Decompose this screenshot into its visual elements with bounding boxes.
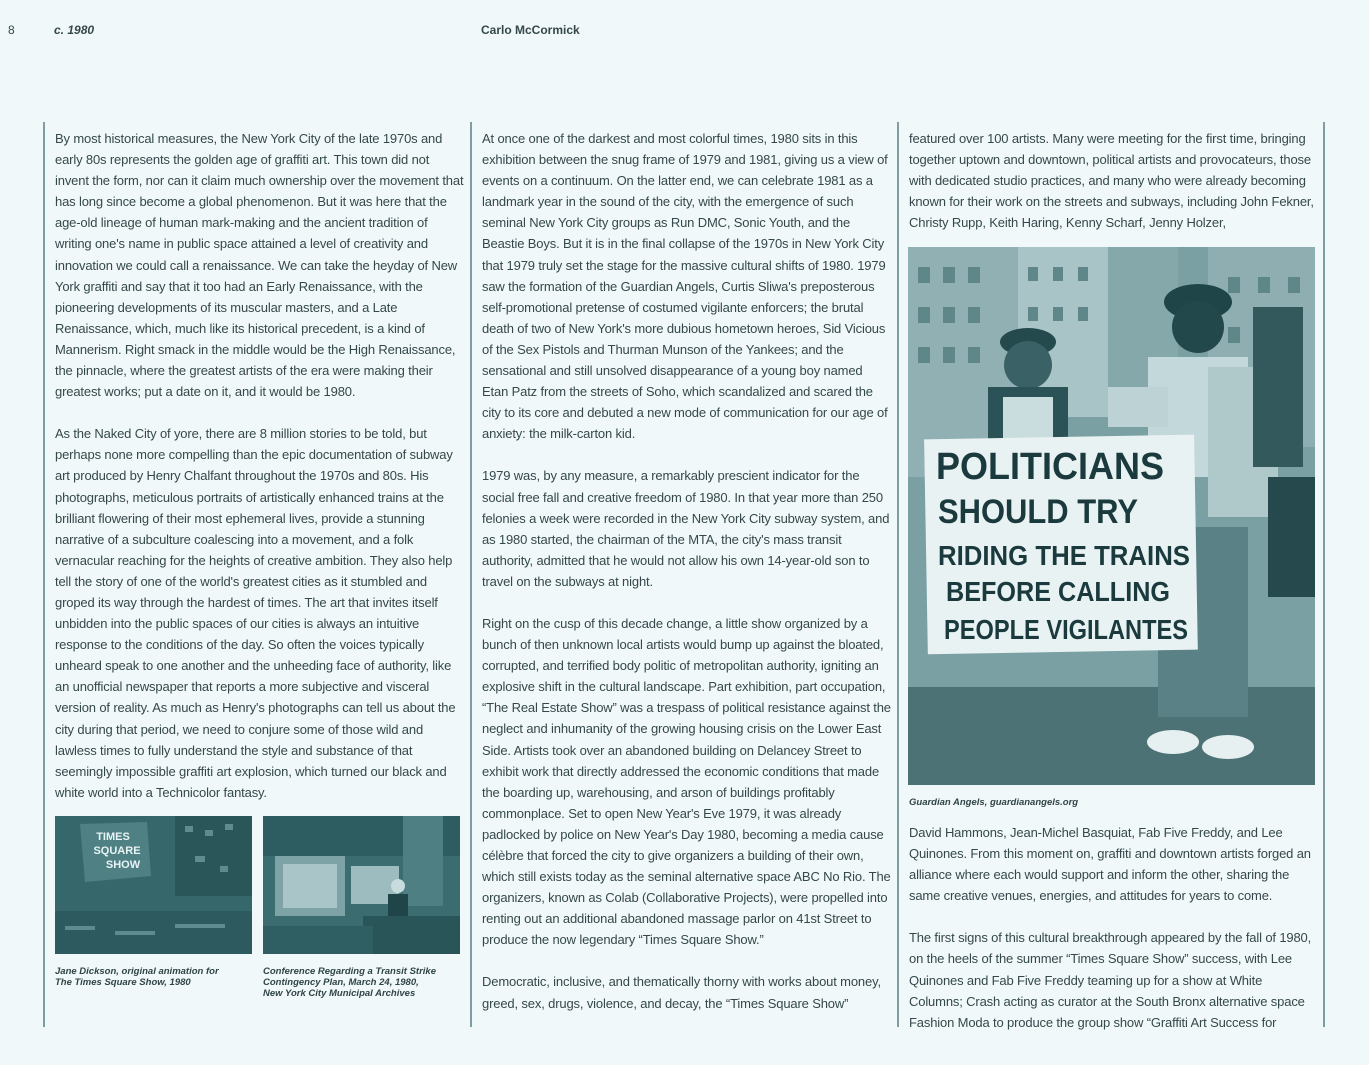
sign-text-line: SHOULD TRY xyxy=(938,493,1139,531)
column-rule xyxy=(43,122,45,1027)
conference-photo xyxy=(263,816,460,954)
sign-text-line: PEOPLE VIGILANTES xyxy=(944,614,1188,645)
times-square-show-photo xyxy=(55,816,252,954)
sign-text-line: SHOW xyxy=(105,859,141,871)
text-column-1 xyxy=(55,128,465,824)
column-rule xyxy=(470,122,472,1027)
sign-text-line: TIMES xyxy=(96,831,130,843)
column-rule xyxy=(1323,122,1325,1027)
sign-text-line: POLITICIANS xyxy=(936,446,1164,488)
paragraph: Right on the cusp of this decade change, a little show organized by a bunch of then unknown local artists would bump up against the bloated, corrupted, and terrified body politic of metropolitan authority, igniting an explosive shift in the cultural landscape. Part exhibition, part occupation, “The Real Estate Show” was a trespass of political resistance against the neglect and inhumanity of the growing housing crisis on the Lower East Side. Artists took over an abandoned building on Delancey Street to exhibit work that directly addressed the economic conditions that made the boarding up, warehousing, and arson of buildings profitably commonplace. Set to open New Year's Eve 1979, it was already padlocked by police on New Year's Day 1980, becoming a media cause célèbre that forced the city to give organizers a building of their own, which still exists today as the seminal alternative space ABC No Rio. The organizers, known as Colab (Collaborative Projects), were propelled into renting out an additional abandoned massage parlor on 41st Street to produce the now legendary “Times Square Show.” xyxy=(482,615,891,948)
paragraph: 1979 was, by any measure, a remarkably prescient indicator for the social free fall and creative freedom of 1980. In that year more than 250 felonies a week were recorded in the New York City subway system, and as 1980 started, the chairman of the MTA, the city's mass transit authority, admitted that he would not allow his own 14-year-old son to travel on the subways at night. xyxy=(482,468,890,589)
paragraph: featured over 100 artists. Many were meeting for the first time, bringing together uptown and downtown, political artists and provocateurs, those with dedicated studio practices, and many who were already becoming known for their work on the streets and subways, including John Fekner, Christy Rupp, Keith Haring, Kenny Scharf, Jenny Holzer, xyxy=(909,131,1314,231)
paragraph: As the Naked City of yore, there are 8 million stories to be told, but perhaps none more compelling than the epic documentation of subway art produced by Henry Chalfant throughout the 1970s and 80s. His photographs, meticulous portraits of artistically enhanced trains at the brilliant flowering of their most ephemeral lives, provide a stunning narrative of a subculture coalescing into a movement, and a folk vernacular reaching for the heights of creative ambition. They also help tell the story of one of the world's greatest cities as it stumbled and groped its way through the hardest of times. The art that invites itself unbidden into the public spaces of our cities is always an intuitive response to the conditions of the day. So often the voices typically unheard speak to one another and the unheeding face of authority, like an unofficial newspaper that reports a more subjective and visceral version of reality. As much as Henry's photographs can tell us about the city during that period, we need to conjure some of those wild and lawless times to fully understand the style and substance of that seemingly impossible graffiti art explosion, which turned our black and white world into a Technicolor fantasy. xyxy=(55,426,456,800)
text-column-3-bottom xyxy=(909,822,1317,1054)
column-rule xyxy=(897,122,899,1027)
author-name: Carlo McCormick xyxy=(481,23,580,37)
caption-line: New York City Municipal Archives xyxy=(263,988,416,999)
paragraph: The first signs of this cultural breakthrough appeared by the fall of 1980, on the heels of the summer “Times Square Show” success, with Lee Quinones and Fab Five Freddy teaming up for a show at White Columns; Crash acting as curator at the South Bronx alternative space Fashion Moda to produce the group show “Graffiti Art Success for xyxy=(909,930,1312,1030)
guardian-angels-photo xyxy=(908,247,1315,785)
photo-caption: Guardian Angels, guardianangels.org xyxy=(909,797,1079,808)
paragraph: David Hammons, Jean-Michel Basquiat, Fab Five Freddy, and Lee Quinones. From this moment on, graffiti and downtown artists forged an alliance where each would support and inform the other, sharing the same creative venues, energies, and attitudes for years to come. xyxy=(909,825,1311,904)
paragraph: At once one of the darkest and most colorful times, 1980 sits in this exhibition between the snug frame of 1979 and 1981, giving us a view of events on a continuum. On the latter end, we can celebrate 1981 as a landmark year in the sound of the city, with the emergence of such seminal New York City groups as Run DMC, Sonic Youth, and the Beastie Boys. But it is in the final collapse of the 1970s in New York City that 1979 truly set the stage for the massive cultural shifts of 1980. 1979 saw the formation of the Guardian Angels, Curtis Sliwa's preposterous self-promotional pretense of costumed vigilante enforcers; the brutal death of two of New York's more dubious hometown heroes, Sid Vicious of the Sex Pistols and Thurman Munson of the Yankees; and the sensational and still unsolved disappearance of a young boy named Etan Patz from the streets of Soho, which scandalized and scared the city to its core and debuted a new mode of communication for our age of anxiety: the milk-carton kid. xyxy=(482,131,888,442)
caption-line: Contingency Plan, March 24, 1980, xyxy=(263,977,419,988)
text-column-2 xyxy=(482,128,892,1035)
text-column-3-top xyxy=(909,128,1317,254)
paragraph: By most historical measures, the New York City of the late 1970s and early 80s represents the golden age of graffiti art. This town did not invent the form, nor can it claim much ownership over the movement that has long since become a global phenomenon. But it was here that the age-old lineage of human mark-making and the ancient tradition of writing one's name in public space attained a level of creativity and innovation we could call a renaissance. We can take the heyday of New York graffiti and say that it too had an Early Renaissance, with the pioneering developments of its muscular masters, and a Late Renaissance, which, much like its historical precedent, is a kind of Mannerism. Right smack in the middle would be the High Renaissance, the pinnacle, where the greatest artists of the era were making their greatest works; put a date on it, and it would be 1980. xyxy=(55,131,464,400)
sign-text-line: RIDING THE TRAINS xyxy=(938,540,1190,571)
photo-caption xyxy=(263,966,463,999)
caption-line: The Times Square Show, 1980 xyxy=(55,977,191,988)
page-number: 8 xyxy=(8,23,15,37)
running-header xyxy=(0,23,1369,43)
caption-line: Jane Dickson, original animation for xyxy=(55,966,219,977)
sign-text-line: BEFORE CALLING xyxy=(946,576,1170,607)
sign-text-line: SQUARE xyxy=(93,845,141,857)
paragraph: Democratic, inclusive, and thematically thorny with works about money, greed, sex, drugs, violence, and decay, the “Times Square Show” xyxy=(482,974,881,1011)
caption-line: Conference Regarding a Transit Strike xyxy=(263,966,436,977)
section-title: c. 1980 xyxy=(54,23,95,37)
photo-caption xyxy=(55,966,255,988)
